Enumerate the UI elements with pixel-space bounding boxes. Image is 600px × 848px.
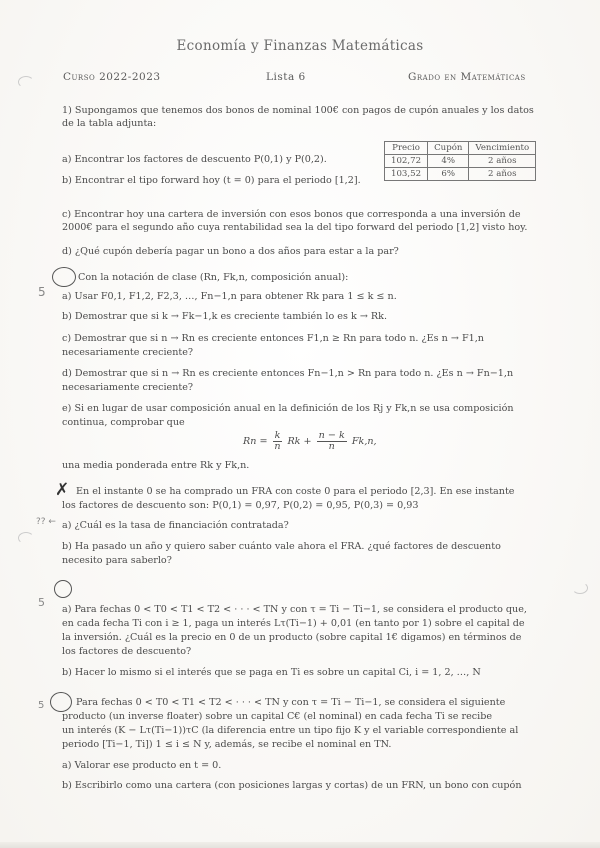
- table-header-cell: Vencimiento: [469, 142, 536, 155]
- exercise-4-part-b: b) Hacer lo mismo si el interés que se paga en Ti es sobre un capital Ci, i = 1, 2, …, N: [62, 667, 481, 678]
- table-header-row: [385, 142, 536, 155]
- exercise-2-part-e-line2: continua, comprobar que: [62, 417, 185, 428]
- bond-data-table: [384, 141, 536, 181]
- exercise-1-part-b: b) Encontrar el tipo forward hoy (t = 0) para el periodo [1,2].: [62, 175, 361, 186]
- exercise-5-intro-line1: Para fechas 0 < T0 < T1 < T2 < · · · < TN y con τ = Ti − Ti−1, se considera el siguiente: [76, 697, 506, 708]
- exercise-2-intro: Con la notación de clase (Rn, Fk,n, composición anual):: [78, 272, 349, 283]
- table-header-cell: Cupón: [428, 142, 469, 155]
- sheet-label: Lista 6: [266, 71, 306, 83]
- page-title: Economía y Finanzas Matemáticas: [176, 38, 424, 54]
- formula-term: Fk,n,: [351, 436, 377, 447]
- exercise-5-part-b: b) Escribirlo como una cartera (con posiciones largas y cortas) de un FRN, un bono con cupón: [62, 780, 522, 791]
- punch-hole-mark: [18, 76, 34, 88]
- table-cell: 2 años: [469, 168, 536, 181]
- degree-label: Grado en Matemáticas: [408, 71, 526, 83]
- exercise-4-part-a-line2: en cada fecha Ti con i ≥ 1, paga un interés Lτ(Ti−1) + 0,01 (en tanto por 1) sobre el capital de: [62, 618, 525, 629]
- exercise-1-intro: 1) Supongamos que tenemos dos bonos de nominal 100€ con pagos de cupón anuales y los datos de la tabla adjunta:: [62, 105, 534, 129]
- exercise-2-part-c-line1: c) Demostrar que si n → Rn es creciente entonces F1,n ≥ Rn para todo n. ¿Es n → F1,n: [62, 333, 484, 344]
- fraction-numerator: n − k: [318, 430, 345, 441]
- exercise-2-part-c-line2: necesariamente creciente?: [62, 347, 194, 358]
- margin-mark: 5: [38, 285, 46, 299]
- handwritten-circle-5: [50, 692, 72, 712]
- handwritten-circle-4: [54, 580, 72, 598]
- fraction-denominator: n: [328, 441, 335, 452]
- page-bottom-edge: [0, 842, 600, 848]
- exercise-2-part-e-line3: una media ponderada entre Rk y Fk,n.: [62, 460, 250, 471]
- table-cell: 102,72: [385, 155, 428, 168]
- fraction: [273, 431, 283, 452]
- exercise-2-part-e-line1: e) Si en lugar de usar composición anual en la definición de los Rj y Fk,n se usa composición: [62, 403, 514, 414]
- fraction: [317, 431, 347, 452]
- exercise-2-part-d-line2: necesariamente creciente?: [62, 382, 194, 393]
- handwritten-circle-2: [52, 267, 76, 287]
- exercise-4-part-a-line3: la inversión. ¿Cuál es la precio en 0 de un producto (sobre capital 1€ digamos) en términos de: [62, 632, 522, 643]
- exercise-2-part-a: a) Usar F0,1, F1,2, F2,3, …, Fn−1,n para obtener Rk para 1 ≤ k ≤ n.: [62, 291, 397, 302]
- table-cell: 6%: [428, 168, 469, 181]
- exercise-3-intro-line1: En el instante 0 se ha comprado un FRA con coste 0 para el periodo [2,3]. En ese instante: [76, 486, 515, 497]
- exercise-3-part-b-line2: necesito para saberlo?: [62, 555, 172, 566]
- table-cell: 103,52: [385, 168, 428, 181]
- exercise-1-part-c: c) Encontrar hoy una cartera de inversión con esos bonos que corresponda a una inversión de 2000€ para el segundo año cuya rentabilidad sea la del tipo forward del periodo [1,2] visto hoy.: [62, 209, 528, 233]
- exercise-4-part-a-line4: los factores de descuento?: [62, 646, 192, 657]
- fraction-denominator: n: [274, 441, 281, 452]
- fraction-numerator: k: [274, 430, 281, 441]
- table-row: [385, 168, 536, 181]
- margin-mark: 5: [38, 596, 45, 609]
- exercise-2-part-d-line1: d) Demostrar que si n → Rn es creciente entonces Fn−1,n > Rn para todo n. ¿Es n → Fn−1,n: [62, 368, 514, 379]
- handwritten-cross-mark: ✗: [55, 480, 70, 500]
- punch-hole-mark: [18, 532, 34, 544]
- formula-lhs: Rn =: [243, 436, 268, 447]
- exercise-1-part-d: d) ¿Qué cupón debería pagar un bono a dos años para estar a la par?: [62, 246, 399, 257]
- table-header-cell: Precio: [385, 142, 428, 155]
- table-cell: 4%: [428, 155, 469, 168]
- exercise-4-part-a-line1: a) Para fechas 0 < T0 < T1 < T2 < · · · < TN y con τ = Ti − Ti−1, se considera el producto que,: [62, 604, 527, 615]
- margin-mark: ?? ←: [36, 517, 56, 527]
- table-cell: 2 años: [469, 155, 536, 168]
- weighted-average-formula: [243, 431, 377, 452]
- punch-hole-mark: [572, 582, 588, 594]
- exercise-5-intro-line4: periodo [Ti−1, Ti]) 1 ≤ i ≤ N y, además, se recibe el nominal en TN.: [62, 739, 392, 750]
- exercise-3-part-a: a) ¿Cuál es la tasa de financiación contratada?: [62, 520, 289, 531]
- exercise-5-intro-line3: un interés (K − Lτ(Ti−1))τC (la diferencia entre un tipo fijo K y el variable correspondiente al: [62, 725, 519, 736]
- exercise-3-part-b-line1: b) Ha pasado un año y quiero saber cuánto vale ahora el FRA. ¿qué factores de descuento: [62, 541, 501, 552]
- course-label: Curso 2022-2023: [63, 71, 161, 83]
- exercise-2-part-b: b) Demostrar que si k → Fk−1,k es creciente también lo es k → Rk.: [62, 311, 387, 322]
- exercise-3-intro-line2: los factores de descuento son: P(0,1) = 0,97, P(0,2) = 0,95, P(0,3) = 0,93: [62, 500, 419, 511]
- exercise-5-intro-line2: producto (un inverse floater) sobre un capital C€ (el nominal) en cada fecha Ti se recibe: [62, 711, 493, 722]
- exercise-5-part-a: a) Valorar ese producto en t = 0.: [62, 760, 222, 771]
- exercise-1-part-a: a) Encontrar los factores de descuento P(0,1) y P(0,2).: [62, 154, 327, 165]
- formula-term: Rk +: [287, 436, 312, 447]
- table-row: [385, 155, 536, 168]
- margin-mark: 5: [38, 700, 45, 711]
